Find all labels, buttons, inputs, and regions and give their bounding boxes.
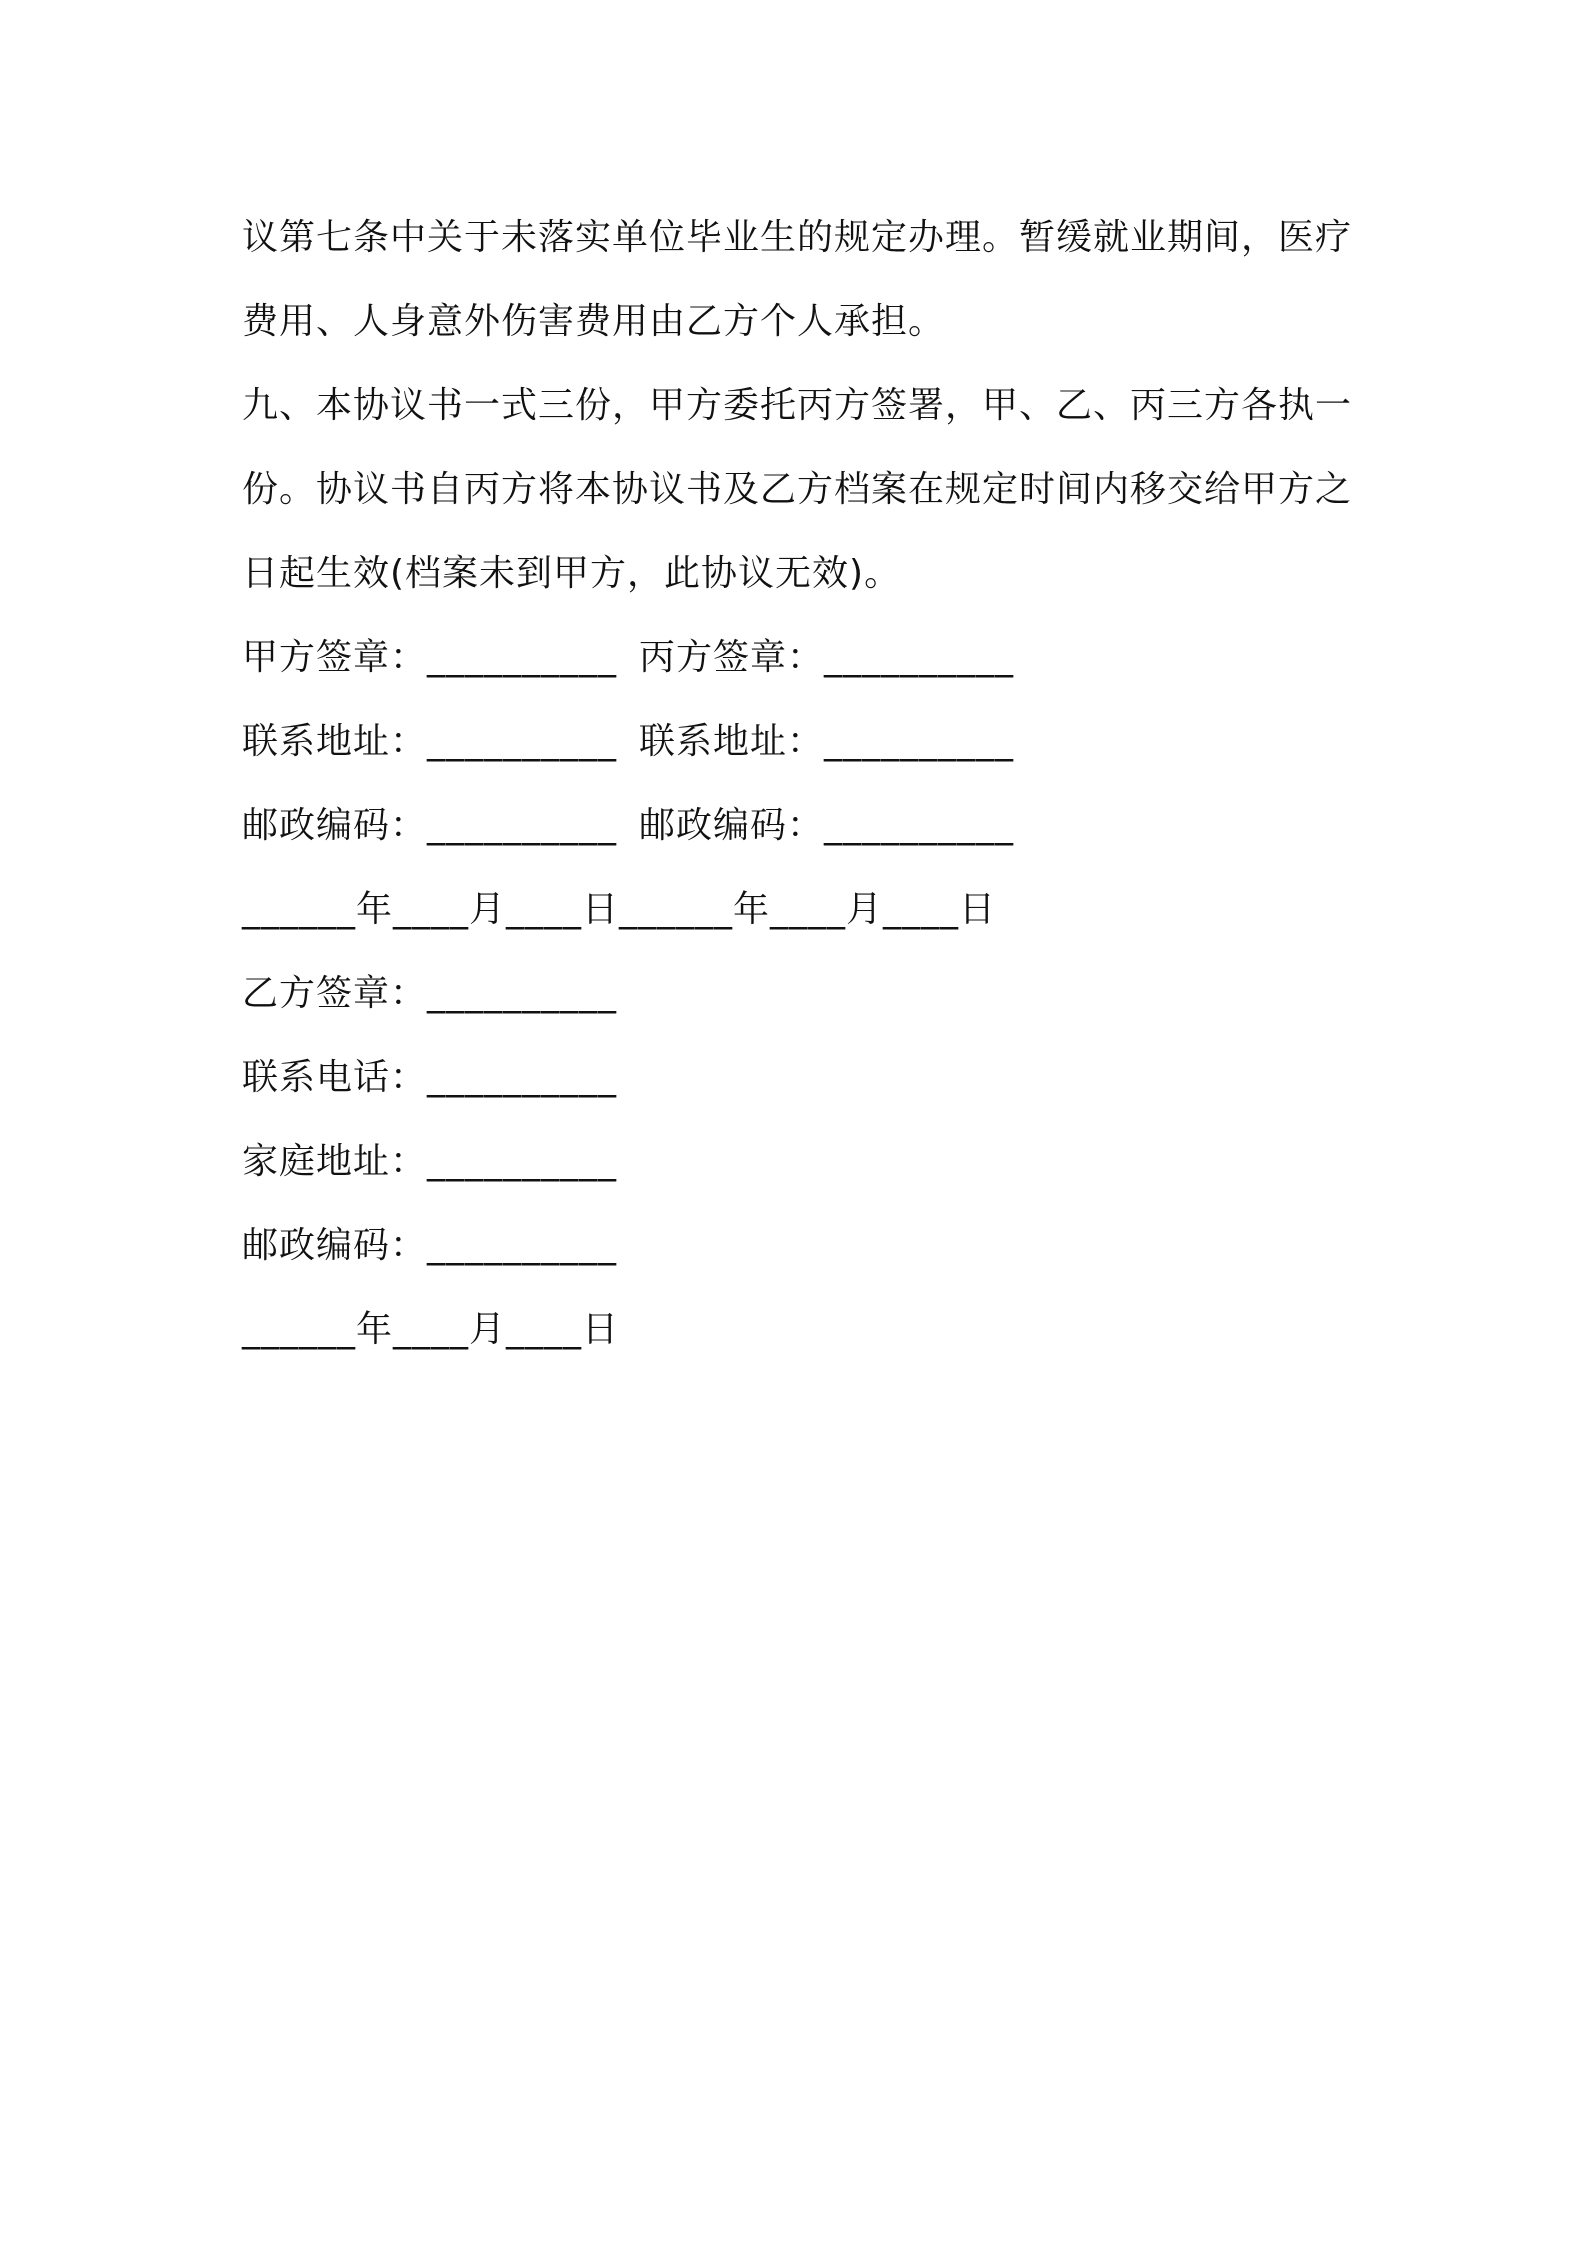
party-b-date: ______年____月____日: [242, 1309, 620, 1350]
signature-row: [242, 700, 1362, 784]
signature-row: [242, 784, 1362, 868]
party-b-field: 家庭地址：__________: [242, 1141, 618, 1182]
party-a-field: 甲方签章：__________: [242, 637, 618, 678]
date-row: [242, 868, 1362, 952]
document-content: [242, 196, 1362, 1372]
paragraph-line: 日起生效(档案未到甲方，此协议无效)。: [242, 553, 902, 594]
paragraph-line: 议第七条中关于未落实单位毕业生的规定办理。暂缓就业期间，医疗: [242, 217, 1353, 258]
party-b-field: 邮政编码：__________: [242, 1225, 618, 1266]
paragraph-line: 九、本协议书一式三份，甲方委托丙方签署，甲、乙、丙三方各执一: [242, 385, 1353, 426]
paragraph-line: 份。协议书自丙方将本协议书及乙方档案在规定时间内移交给甲方之: [242, 469, 1353, 510]
party-a-date: ______年____月____日: [242, 889, 620, 930]
party-c-field: 联系地址：__________: [639, 721, 1015, 762]
party-c-field: 邮政编码：__________: [639, 805, 1015, 846]
party-a-field: 联系地址：__________: [242, 721, 618, 762]
party-c-date: ______年____月____日: [619, 889, 997, 930]
paragraph-line: 费用、人身意外伤害费用由乙方个人承担。: [242, 301, 946, 342]
signature-row: [242, 616, 1362, 700]
party-c-field: 丙方签章：__________: [639, 637, 1015, 678]
party-a-field: 邮政编码：__________: [242, 805, 618, 846]
party-b-field: 联系电话：__________: [242, 1057, 618, 1098]
party-b-field: 乙方签章：__________: [242, 973, 618, 1014]
